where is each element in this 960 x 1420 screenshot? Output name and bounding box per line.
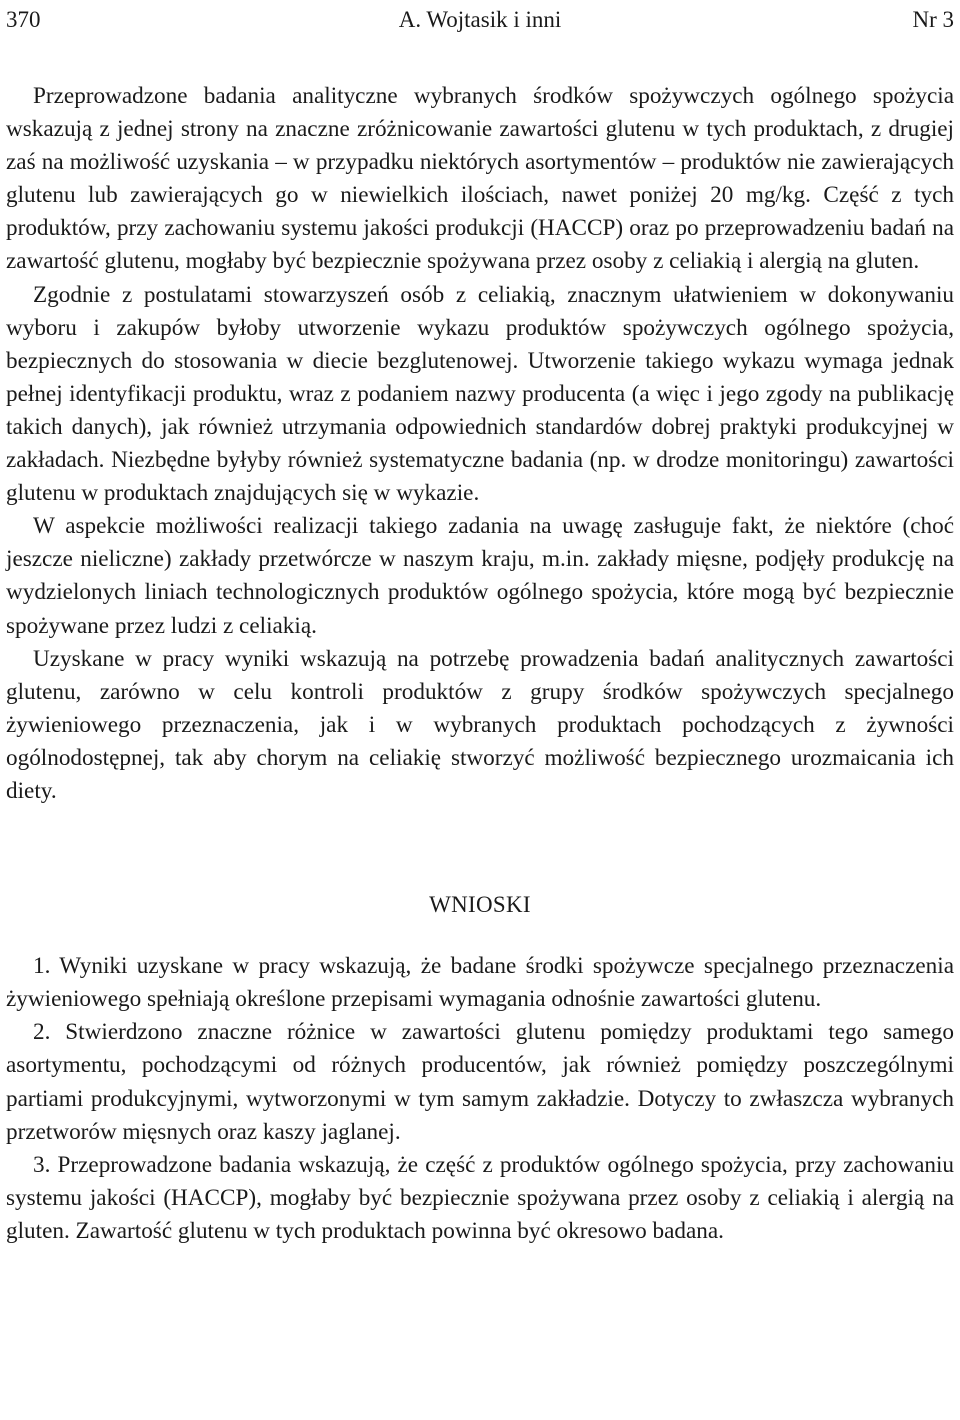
body-paragraph: Przeprowadzone badania analityczne wybranych środków spożywczych ogólnego spożycia wskazują z jednej strony na znaczne zróżnicowanie zawartości glutenu w tych produktach, z drugiej zaś na możliwość uzyskania – w przypadku niektórych asortymentów – produktów nie zawierających glutenu lub zawierających go w niewielkich ilościach, nawet poniżej 20 mg/kg. Część z tych produktów, przy zachowaniu systemu jakości produkcji (HACCP) oraz po przeprowadzeniu badań na zawartość glutenu, mogłaby być bezpiecznie spożywana przez osoby z celiakią i alergią na gluten. [6,83,954,275]
page-number: 370 [6,7,41,32]
conclusion-item: 2. Stwierdzono znaczne różnice w zawartości glutenu pomiędzy produktami tego samego asortymentu, pochodzącymi od różnych producentów, jak również pomiędzy poszczególnymi partiami produkcyjnymi, wytworzonymi w tym samym zakładzie. Dotyczy to zwłaszcza wybranych przetworów mięsnych oraz kaszy jaglanej. [6,1019,954,1145]
issue-number: Nr 3 [912,7,954,32]
running-head-authors: A. Wojtasik i inni [398,7,562,32]
conclusion-item: 3. Przeprowadzone badania wskazują, że część z produktów ogólnego spożycia, przy zachowaniu systemu jakości (HACCP), mogłaby być bezpiecznie spożywana przez osoby z celiakią i alergią na gluten. Zawartość glutenu w tych produktach powinna być okresowo badana. [6,1151,954,1244]
body-paragraph: Zgodnie z postulatami stowarzyszeń osób z celiakią, znacznym ułatwieniem w dokonywaniu wyboru i zakupów byłoby utworzenie wykazu produktów spożywczych ogólnego spożycia, bezpiecznych do stosowania w diecie bezglutenowej. Utworzenie takiego wykazu wymaga jednak pełnej identyfikacji produktu, wraz z podaniem nazwy producenta (a więc i jego zgody na publikację takich danych), jak również utrzymania odpowiednich standardów dobrej praktyki produkcyjnej w zakładach. Niezbędne byłyby również systematyczne badania (np. w drodze monitoringu) zawartości glutenu w produktach znajdujących się w wykazie. [6,281,954,507]
section-heading: WNIOSKI [429,892,531,918]
body-paragraph: Uzyskane w pracy wyniki wskazują na potrzebę prowadzenia badań analitycznych zawartości glutenu, zarówno w celu kontroli produktów z grupy środków spożywczych specjalnego żywieniowego przeznaczenia, jak i w wybranych produktach pochodzących z żywności ogólnodostępnej, tak aby chorym na celiakię stworzyć możliwość bezpiecznego urozmaicania ich diety. [6,645,954,804]
running-head [6,4,954,36]
conclusions-list [6,950,954,1248]
article-body [6,80,954,1248]
body-paragraph: W aspekcie możliwości realizacji takiego zadania na uwagę zasługuje fakt, że niektóre (choć jeszcze nieliczne) zakłady przetwórcze w naszym kraju, m.in. zakłady mięsne, podjęły produkcję na wydzielonych liniach technologicznych produktów ogólnego spożycia, które mogą być bezpiecznie spożywane przez ludzi z celiakią. [6,513,954,639]
conclusion-item: 1. Wyniki uzyskane w pracy wskazują, że badane środki spożywcze specjalnego przeznaczenia żywieniowego spełniają określone przepisami wymagania odnośnie zawartości glutenu. [6,953,954,1013]
